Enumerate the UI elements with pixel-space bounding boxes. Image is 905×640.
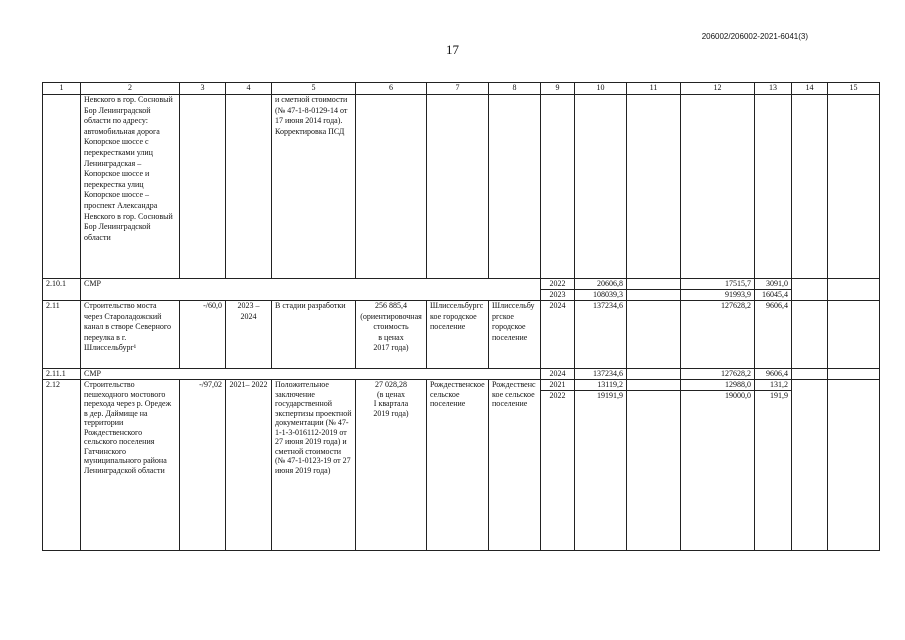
col-header: 10 [575,83,627,95]
year-cell: 2024 [541,369,575,380]
total-cell: 19191,9 [575,391,627,551]
customer-cell: Рождественское сельское поселение [489,380,541,551]
col-header: 2 [81,83,180,95]
col-header: 11 [627,83,681,95]
col-header: 14 [792,83,828,95]
work-type-cell: СМР [81,279,541,301]
item-number-cell: 2.12 [43,380,81,551]
col-header: 5 [272,83,356,95]
year-cell: 2021 [541,380,575,391]
table-row [43,369,880,380]
federal-cell: 17515,7 [681,279,755,290]
total-cell: 108039,3 [575,290,627,301]
table-row [43,380,880,391]
year-cell: 2022 [541,391,575,551]
municipality-cell: Рождественское сельское поселение [427,380,489,551]
object-name-cell: Строительство моста через Староладожский канал в створе Северного переулка в г. Шлиссельбург¹ [81,301,180,369]
capacity-cell: -/60,0 [180,301,226,369]
col-header: 9 [541,83,575,95]
col-header: 13 [755,83,792,95]
document-status-cell: и сметной стоимости (№ 47-1-8-0129-14 от 17 июня 2014 года). Корректировка ПСД [272,95,356,279]
regional-cell: 3091,0 [755,279,792,290]
period-cell: 2021– 2022 [226,380,272,551]
table-row [43,95,880,279]
item-number-cell: 2.11 [43,301,81,369]
regional-cell: 9606,4 [755,301,792,369]
col-header: 15 [828,83,880,95]
document-id: 206002/206002-2021-6041(3) [701,32,808,41]
period-cell: 2023 – 2024 [226,301,272,369]
table-row [43,279,880,290]
col-header: 1 [43,83,81,95]
item-number-cell: 2.10.1 [43,279,81,301]
page-number: 17 [446,42,459,57]
year-cell: 2023 [541,290,575,301]
regional-cell: 9606,4 [755,369,792,380]
item-number-cell: 2.11.1 [43,369,81,380]
document-status-cell: В стадии разработки [272,301,356,369]
col-header: 12 [681,83,755,95]
customer-cell: Шлиссельбургское городское поселение [489,301,541,369]
column-number-row [43,83,880,95]
col-header: 7 [427,83,489,95]
municipality-cell: Шлиссельбургское городское поселение [427,301,489,369]
col-header: 6 [356,83,427,95]
regional-cell: 16045,4 [755,290,792,301]
col-header: 3 [180,83,226,95]
regional-cell: 191,9 [755,391,792,551]
total-cell: 20606,8 [575,279,627,290]
table-row [43,301,880,369]
federal-cell: 19000,0 [681,391,755,551]
object-name-cell: Строительство пешеходного мостового перехода через р. Оредеж в дер. Даймище на территории Рождественского сельского поселения Гатчинского муниципального района Ленинградской области [81,380,180,551]
object-name-cell: Невского в гор. Сосновый Бор Ленинградской области по адресу: автомобильная дорога Копорское шоссе с перекрестками улиц Ленинградская – Копорское шоссе и перекрестка улиц Копорское шоссе – проспект Александра Невского в гор. Сосновый Бор Ленинградской области [81,95,180,279]
federal-cell: 127628,2 [681,301,755,369]
total-cell: 137234,6 [575,369,627,380]
federal-cell: 12988,0 [681,380,755,391]
regional-cell: 131,2 [755,380,792,391]
work-type-cell: СМР [81,369,541,380]
estimated-cost-cell: 256 885,4 (ориентировочная стоимость в ценах 2017 года) [356,301,427,369]
federal-cell: 91993,9 [681,290,755,301]
federal-cell: 127628,2 [681,369,755,380]
col-header: 8 [489,83,541,95]
estimated-cost-cell: 27 028,28 (в ценах I квартала 2019 года) [356,380,427,551]
capacity-cell: -/97,02 [180,380,226,551]
program-table [42,82,880,551]
total-cell: 13119,2 [575,380,627,391]
year-cell: 2024 [541,301,575,369]
document-status-cell: Положительное заключение государственной экспертизы проектной документации (№ 47-1-1-3-016112-2019 от 27 июня 2019 года) и сметной стоимости (№ 47-1-0123-19 от 27 июня 2019 года) [272,380,356,551]
total-cell: 137234,6 [575,301,627,369]
col-header: 4 [226,83,272,95]
year-cell: 2022 [541,279,575,290]
